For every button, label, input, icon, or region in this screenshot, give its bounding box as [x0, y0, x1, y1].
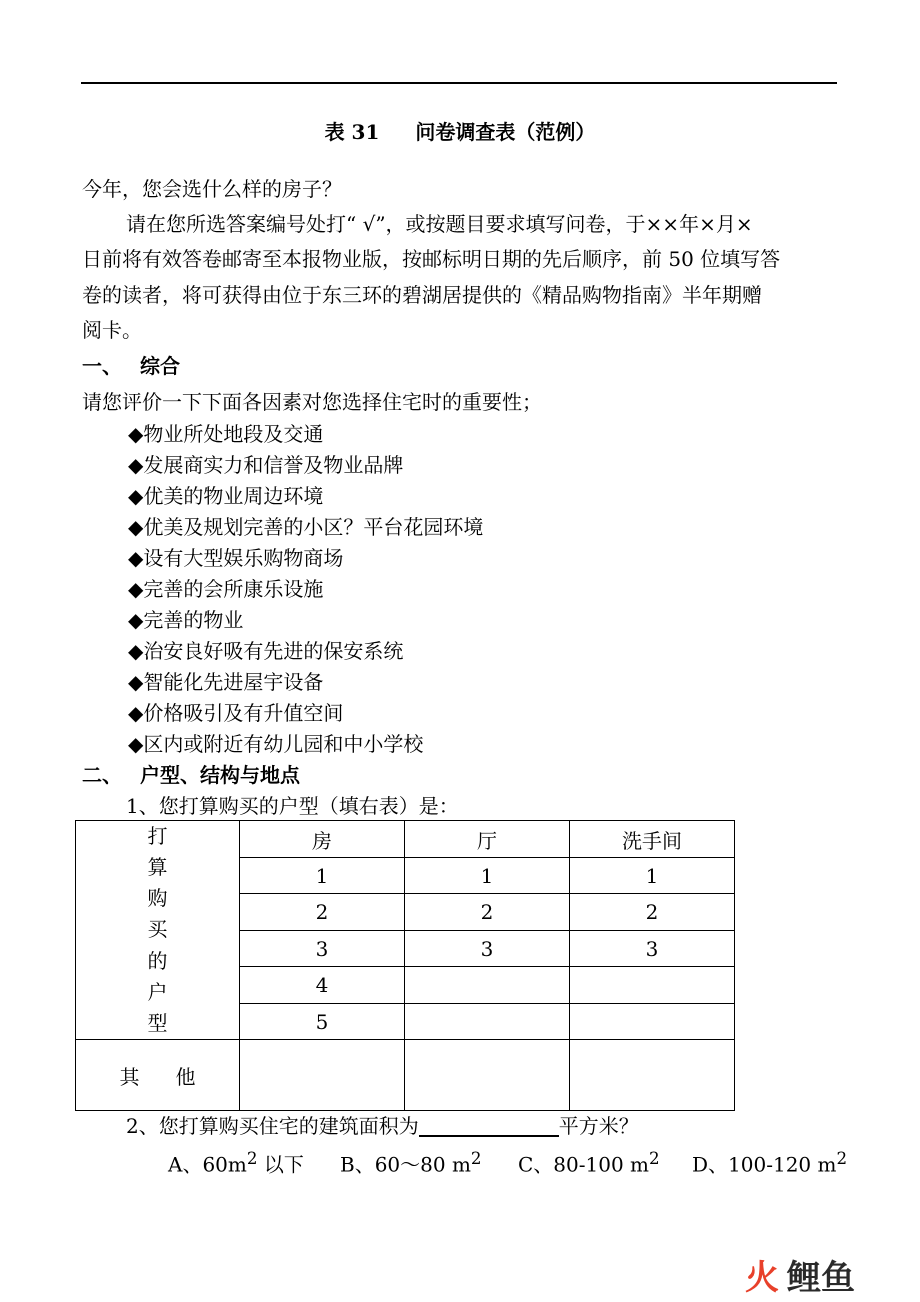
document-title: [0, 116, 920, 145]
list-item: ◆区内或附近有幼儿园和中小学校: [128, 732, 424, 756]
section1-title: 综合: [140, 354, 180, 378]
table-cell[interactable]: [240, 1040, 405, 1111]
header-cell-bathrooms: 洗手间: [570, 821, 735, 858]
other-label-char: 其: [119, 1064, 140, 1089]
area-options: [168, 1146, 847, 1178]
list-item: ◆完善的物业: [128, 608, 244, 632]
intro-question: 今年，您会选什么样的房子？: [82, 177, 342, 201]
table-cell[interactable]: [405, 1004, 570, 1040]
section1-prompt: 请您评价一下下面各因素对您选择住宅时的重要性；: [82, 390, 542, 414]
question-2-suffix: 平方米？: [558, 1114, 639, 1138]
intro-line: 请在您所选答案编号处打“ √”，或按题目要求填写问卷，于××年×月×: [126, 212, 753, 236]
table-number: 表 31: [324, 120, 380, 144]
unit-type-table: [75, 820, 735, 1111]
table-cell[interactable]: 1: [240, 858, 405, 894]
row-label-char: 型: [147, 1010, 168, 1035]
table-cell[interactable]: [405, 1040, 570, 1111]
list-item: ◆优美的物业周边环境: [128, 484, 324, 508]
section2-number: 二、: [82, 763, 122, 787]
list-item: ◆发展商实力和信誉及物业品牌: [128, 453, 404, 477]
intro-line: 卷的读者，将可获得由位于东三环的碧湖居提供的《精品购物指南》半年期赠: [82, 283, 762, 307]
other-label-cell: [76, 1040, 240, 1111]
table-cell[interactable]: [405, 967, 570, 1004]
row-label-char: 户: [147, 979, 168, 1004]
question-2: [126, 1113, 639, 1139]
header-cell-halls: 厅: [405, 821, 570, 858]
header-cell-rooms: 房: [240, 821, 405, 858]
list-item: ◆治安良好吸有先进的保安系统: [128, 639, 404, 663]
option-c[interactable]: C、80-100 $m^2$: [518, 1149, 660, 1177]
option-b[interactable]: B、60～80 $m^2$: [340, 1149, 482, 1177]
table-name: 问卷调查表（范例）: [415, 120, 596, 144]
section1-heading: [82, 353, 180, 379]
watermark-logo: [745, 1255, 913, 1297]
table-cell[interactable]: [570, 967, 735, 1004]
question-1: 1、您打算购买的户型（填右表）是：: [126, 794, 459, 818]
area-blank[interactable]: [419, 1115, 559, 1137]
list-item: ◆价格吸引及有升值空间: [128, 701, 344, 725]
table-cell[interactable]: 1: [570, 858, 735, 894]
row-label-cell: [76, 821, 240, 1040]
intro-line: 日前将有效答卷邮寄至本报物业版，按邮标明日期的先后顺序，前 50 位填写答: [82, 247, 781, 271]
question-2-prefix: 2、您打算购买住宅的建筑面积为: [126, 1114, 419, 1138]
table-cell[interactable]: 2: [240, 894, 405, 931]
row-label-char: 购: [147, 886, 168, 911]
table-cell[interactable]: [570, 1040, 735, 1111]
table-cell[interactable]: 1: [405, 858, 570, 894]
table-cell[interactable]: 2: [405, 894, 570, 931]
table-cell[interactable]: [570, 1004, 735, 1040]
table-row-other: [76, 1040, 735, 1111]
table-cell[interactable]: 3: [405, 931, 570, 967]
row-label-char: 的: [147, 948, 168, 973]
section2-title: 户型、结构与地点: [140, 763, 300, 787]
option-d[interactable]: D、100-120 $m^2$: [692, 1149, 848, 1177]
table-cell[interactable]: 5: [240, 1004, 405, 1040]
list-item: ◆优美及规划完善的小区？平台花园环境: [128, 515, 484, 539]
table-cell[interactable]: 2: [570, 894, 735, 931]
table-cell[interactable]: 3: [240, 931, 405, 967]
other-label-char: 他: [175, 1064, 196, 1089]
row-label-char: 买: [147, 917, 168, 942]
section2-heading: [82, 762, 300, 788]
row-label-char: 打: [147, 824, 168, 849]
intro-line: 阅卡。: [82, 318, 142, 342]
list-item: ◆设有大型娱乐购物商场: [128, 546, 344, 570]
watermark-fish: 鲤鱼: [787, 1258, 855, 1297]
watermark-fire: 火: [745, 1258, 779, 1297]
list-item: ◆物业所处地段及交通: [128, 422, 324, 446]
section1-number: 一、: [82, 354, 122, 378]
row-label-char: 算: [147, 855, 168, 880]
list-item: ◆完善的会所康乐设施: [128, 577, 324, 601]
option-a[interactable]: A、$60m^2$ 以下: [168, 1149, 304, 1177]
table-cell[interactable]: 3: [570, 931, 735, 967]
table-cell[interactable]: 4: [240, 967, 405, 1004]
list-item: ◆智能化先进屋宇设备: [128, 670, 324, 694]
header-rule: [81, 82, 837, 84]
